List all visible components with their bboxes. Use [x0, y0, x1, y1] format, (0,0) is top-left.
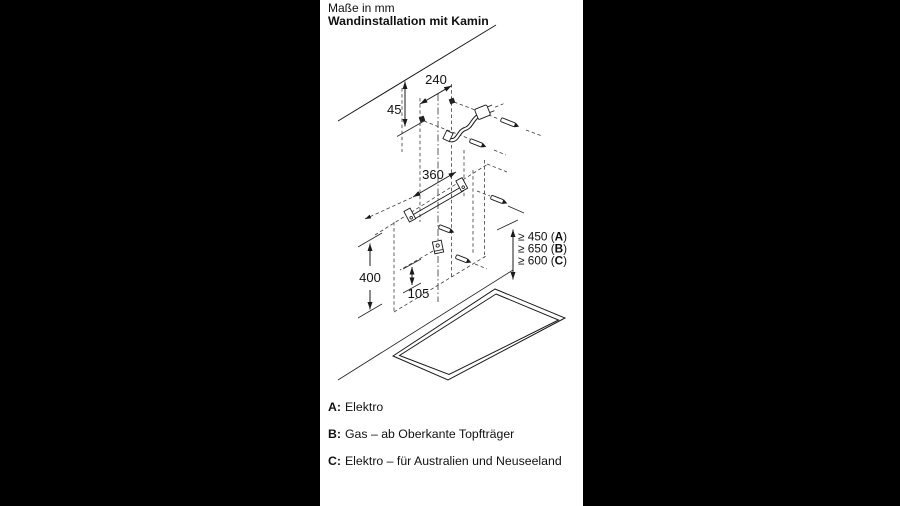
- plug-icon: [474, 99, 505, 120]
- dimension-105-label: 105: [407, 286, 430, 301]
- letterbox-right: [583, 0, 900, 506]
- dimension-105: [403, 259, 429, 301]
- legend-item-b: [328, 428, 562, 441]
- legend-text-b: Gas – ab Oberkante Topfträger: [344, 427, 515, 441]
- projection-lines: [365, 84, 542, 312]
- hob-outline: [393, 289, 565, 380]
- units-note: Maße in mm: [328, 1, 395, 15]
- legend-item-c: [328, 455, 562, 468]
- dimension-400-label: 400: [359, 270, 381, 285]
- dimension-240: [420, 72, 452, 104]
- legend: [328, 401, 562, 482]
- screw-bracket: [455, 254, 472, 265]
- legend-key-a: A:: [328, 400, 341, 414]
- lower-bracket: [432, 240, 443, 254]
- screw-top-right: [500, 117, 520, 129]
- upper-anchor-right: [449, 98, 456, 105]
- clearance-label-c: ≥ 600 (C): [518, 253, 568, 268]
- clearance-label-b: ≥ 650 (B): [518, 241, 568, 256]
- letterbox-left: [0, 0, 320, 506]
- legend-text-a: Elektro: [344, 400, 384, 414]
- power-cable: [443, 99, 506, 142]
- dimension-45-label: 45: [387, 102, 402, 117]
- legend-text-c: Elektro – für Australien und Neuseeland: [344, 454, 562, 468]
- clearance-label-a: ≥ 450 (A): [518, 229, 568, 244]
- screw-mid-right: [469, 138, 487, 149]
- dimension-360-label: 360: [422, 167, 444, 182]
- diagram-panel: [320, 0, 583, 506]
- legend-key-c: C:: [328, 454, 341, 468]
- ceiling-line: [338, 25, 496, 121]
- dimension-45: [387, 82, 425, 137]
- legend-key-b: B:: [328, 427, 341, 441]
- screw-axis-line: [508, 206, 524, 213]
- dimension-clearance: [497, 220, 567, 280]
- screw-rail-center: [438, 224, 455, 235]
- screw-rail-right: [490, 195, 508, 206]
- dimension-400: [358, 233, 382, 318]
- hang-direction-arrow: [365, 198, 412, 220]
- page-title: Wandinstallation mit Kamin: [328, 14, 489, 28]
- dimension-240-label: 240: [425, 72, 447, 87]
- dimension-360: [413, 167, 456, 197]
- legend-item-a: [328, 401, 562, 414]
